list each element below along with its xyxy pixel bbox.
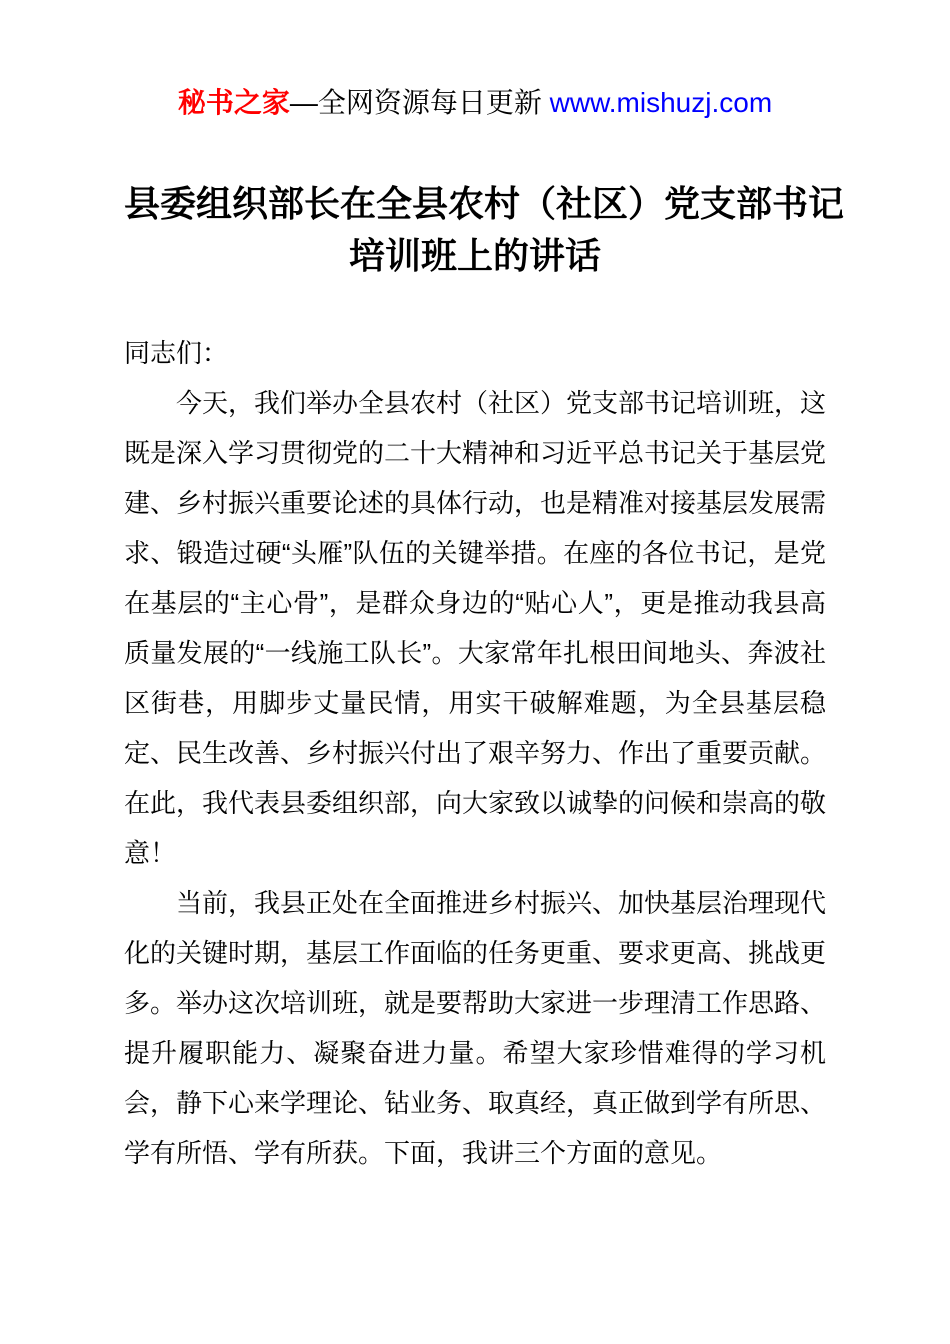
- document-body: [124, 328, 826, 1178]
- site-url-link[interactable]: www.mishuzj.com: [549, 87, 773, 118]
- document-title: [124, 178, 845, 282]
- site-brand: 秘书之家: [177, 87, 290, 118]
- paragraph-2: 当前，我县正处在全面推进乡村振兴、加快基层治理现代化的关键时期，基层工作面临的任务更重、要求更高、挑战更多。举办这次培训班，就是要帮助大家进一步理清工作思路、提升履职能力、凝聚奋进力量。希望大家珍惜难得的学习机会，静下心来学理论、钻业务、取真经，真正做到学有所思、学有所悟、学有所获。下面，我讲三个方面的意见。: [124, 888, 827, 1168]
- document-title-line-2: 培训班上的讲话: [348, 235, 601, 276]
- document-title-line-1: 县委组织部长在全县农村（社区）党支部书记: [124, 183, 845, 224]
- salutation: 同志们：: [124, 338, 229, 368]
- paragraph-1: 今天，我们举办全县农村（社区）党支部书记培训班，这既是深入学习贯彻党的二十大精神和习近平总书记关于基层党建、乡村振兴重要论述的具体行动，也是精准对接基层发展需求、锻造过硬“头雁”队伍的关键举措。在座的各位书记，是党在基层的“主心骨”，是群众身边的“贴心人”，更是推动我县高质量发展的“一线施工队长”。大家常年扎根田间地头、奔波社区街巷，用脚步丈量民情，用实干破解难题，为全县基层稳定、民生改善、乡村振兴付出了艰辛努力、作出了重要贡献。在此，我代表县委组织部，向大家致以诚挚的问候和崇高的敬意！: [124, 388, 827, 868]
- site-tagline: —全网资源每日更新: [289, 87, 550, 118]
- site-header: [124, 86, 826, 120]
